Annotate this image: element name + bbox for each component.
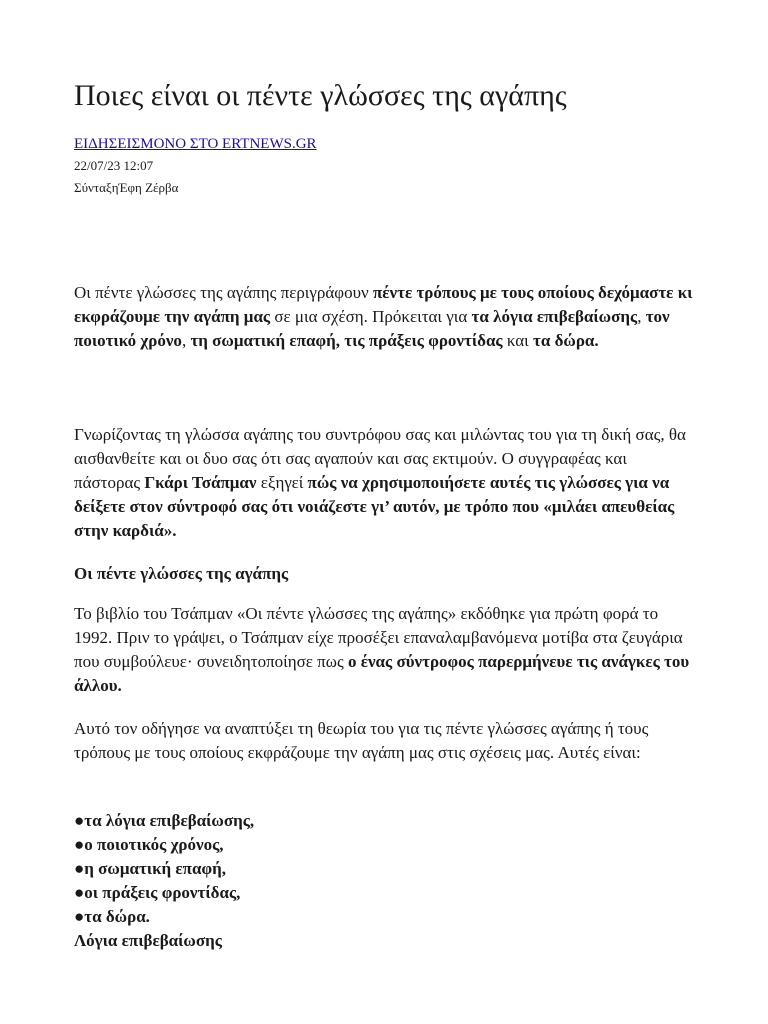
list-item: ●ο ποιοτικός χρόνος, bbox=[74, 835, 224, 854]
list-item: ●οι πράξεις φροντίδας, bbox=[74, 883, 241, 902]
text-run: Το βιβλίο του Τσάπμαν «Οι πέντε γλώσσες της αγάπης» εκδόθηκε για πρώτη φορά το 1992. Πριν το γράψει, ο Τσάπμαν είχε προσέξει επαναλαμβανόμενα μοτίβα στα ζευγάρια που συμβούλευε· συνειδητοποίησε πως bbox=[74, 604, 683, 671]
list-item: ●η σωματική επαφή, bbox=[74, 859, 226, 878]
bold-run: τη σωματική επαφή, τις πράξεις φροντίδας bbox=[190, 331, 503, 350]
publish-date: 22/07/23 12:07 bbox=[74, 158, 154, 173]
category-link[interactable]: ΕΙΔΗΣΕΙΣΜΟΝΟ ΣΤΟ ERTNEWS.GR bbox=[74, 136, 317, 152]
list-item: ●τα λόγια επιβεβαίωσης, bbox=[74, 811, 255, 830]
author-byline: ΣύνταξηΈφη Ζέρβα bbox=[74, 180, 179, 195]
bold-run: τα λόγια επιβεβαίωσης bbox=[471, 307, 638, 326]
text-run: και bbox=[502, 331, 534, 350]
text-run: , bbox=[181, 331, 191, 350]
fourth-paragraph: Αυτό τον οδήγησε να αναπτύξει τη θεωρία του για τις πέντε γλώσσες αγάπης ή τους τρόπους με τους οποίους εκφράζουμε την αγάπη μας στις σχέσεις μας. Αυτές είναι: bbox=[74, 719, 649, 762]
section-heading-affirmation: Λόγια επιβεβαίωσης bbox=[74, 931, 222, 950]
article-title: Ποιες είναι οι πέντε γλώσσες της αγάπης bbox=[74, 79, 567, 112]
text-run: Γνωρίζοντας τη γλώσσα αγάπης του συντρόφου σας και μιλώντας του για τη δική σας, θα αισθανθείτε και οι δυο σας ότι σας αγαπούν και σας εκτιμούν. Ο συγγραφέας και πάστορας bbox=[74, 425, 686, 492]
text-run: σε μια σχέση. Πρόκειται για bbox=[270, 307, 472, 326]
bold-run: τα δώρα. bbox=[533, 331, 599, 350]
text-run: Οι πέντε γλώσσες της αγάπης περιγράφουν bbox=[74, 283, 373, 302]
third-paragraph bbox=[74, 602, 694, 698]
section-subheading: Οι πέντε γλώσσες της αγάπης bbox=[74, 564, 289, 583]
intro-paragraph bbox=[74, 281, 694, 353]
bold-run: τον ποιοτικό χρόνο bbox=[74, 307, 670, 350]
bold-run: πέντε τρόπους με τους οποίους δεχόμαστε κι εκφράζουμε την αγάπη μας bbox=[74, 283, 693, 326]
bold-run: πώς να χρησιμοποιήσετε αυτές τις γλώσσες για να δείξετε στον σύντροφό σας ότι νοιάζεστε γι’ αυτόν, με τρόπο που «μιλάει απευθείας στην καρδιά». bbox=[74, 473, 675, 540]
text-run: , bbox=[637, 307, 646, 326]
bold-run: Γκάρι Τσάπμαν bbox=[144, 473, 257, 492]
list-item: ●τα δώρα. bbox=[74, 907, 150, 926]
bold-run: ο ένας σύντροφος παρερμήνευε τις ανάγκες του άλλου. bbox=[74, 652, 690, 695]
text-run: εξηγεί bbox=[256, 473, 308, 492]
love-languages-list bbox=[74, 809, 254, 929]
second-paragraph bbox=[74, 423, 694, 543]
